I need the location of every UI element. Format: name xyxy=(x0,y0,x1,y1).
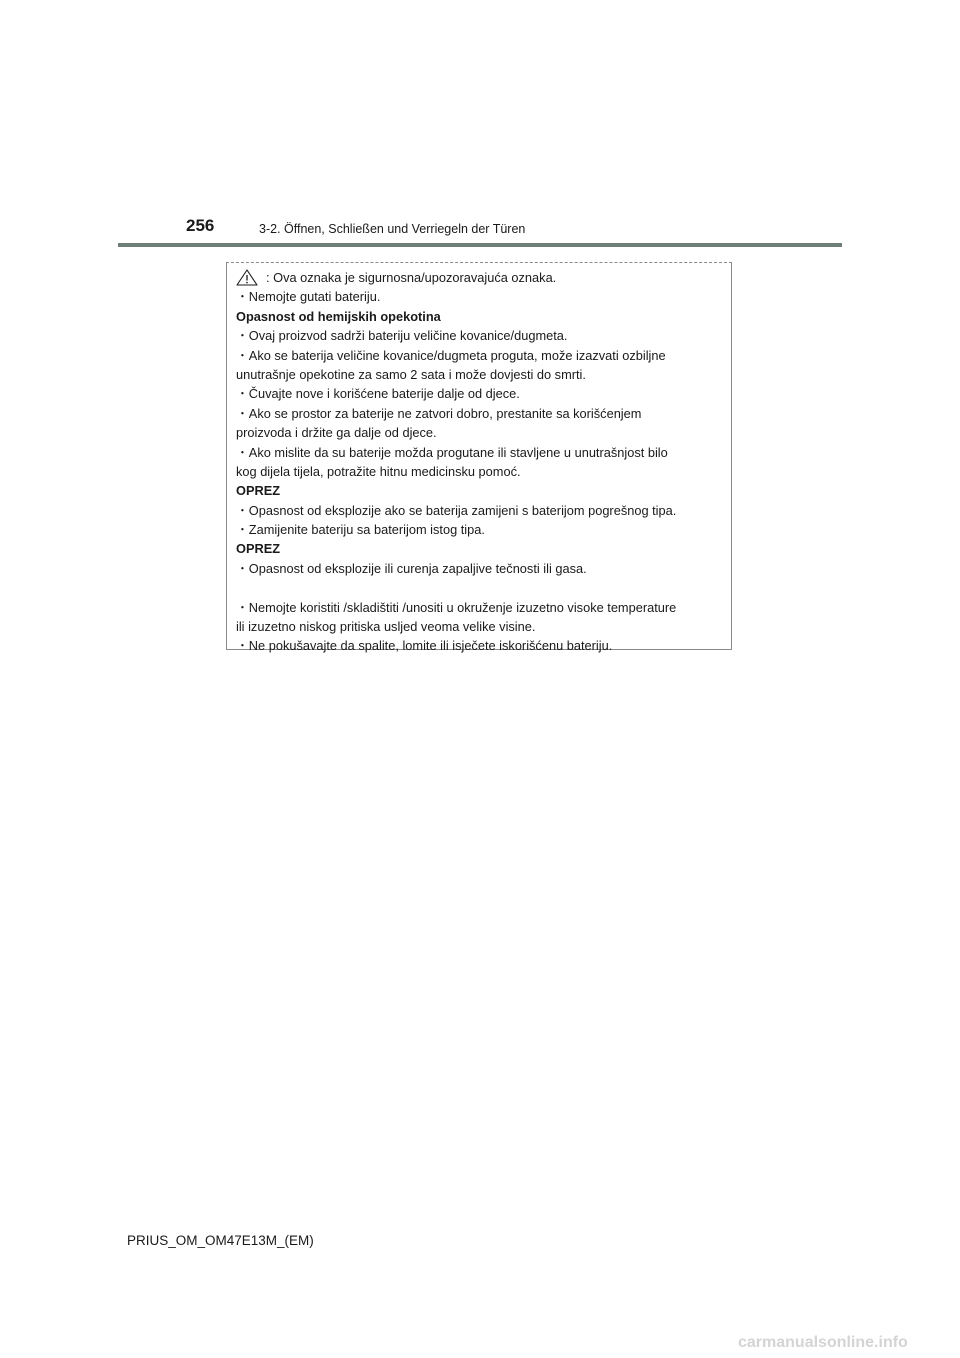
warning-line: ・Zamijenite bateriju sa baterijom istog tipa. xyxy=(236,522,485,538)
warning-box xyxy=(226,262,732,654)
warning-line: ・Nemojte koristiti /skladištiti /unositi u okruženje izuzetno visoke temperature xyxy=(236,599,677,615)
warning-line: ・Opasnost od eksplozije ili curenja zapaljive tečnosti ili gasa. xyxy=(236,560,587,576)
warning-line: kog dijela tijela, potražite hitnu medicinsku pomoć. xyxy=(236,463,521,479)
warning-line: ・Ako se baterija veličine kovanice/dugmeta proguta, može izazvati ozbiljne xyxy=(236,347,666,363)
caution-heading: OPREZ xyxy=(236,541,281,557)
warning-line: proizvoda i držite ga dalje od djece. xyxy=(236,425,437,441)
warning-line xyxy=(236,268,731,287)
document-code: PRIUS_OM_OM47E13M_(EM) xyxy=(127,1233,314,1248)
warning-line: ・Ne pokušavajte da spalite, lomite ili isječete iskorišćenu bateriju. xyxy=(236,638,613,654)
warning-line-text: : Ova oznaka je sigurnosna/upozoravajuća oznaka. xyxy=(266,270,557,285)
warning-line: ・Ako mislite da su baterije možda progutane ili stavljene u unutrašnjost bilo xyxy=(236,444,668,460)
caution-heading: OPREZ xyxy=(236,483,281,499)
page-number: 256 xyxy=(186,216,215,235)
warning-line: ・Ovaj proizvod sadrži bateriju veličine kovanice/dugmeta. xyxy=(236,328,568,344)
warning-line: ・Čuvajte nove i korišćene baterije dalje od djece. xyxy=(236,386,520,402)
warning-line: ・Opasnost od eksplozije ako se baterija zamijeni s baterijom pogrešnog tipa. xyxy=(236,502,677,518)
warning-line: ・Ako se prostor za baterije ne zatvori dobro, prestanite sa korišćenjem xyxy=(236,405,642,421)
warning-line: ili izuzetno niskog pritiska usljed veoma velike visine. xyxy=(236,619,536,635)
section-title: 3-2. Öffnen, Schließen und Verriegeln der Türen xyxy=(259,222,526,236)
header-rule xyxy=(118,243,842,247)
warning-line: ・Nemojte gutati bateriju. xyxy=(236,289,381,305)
warning-heading: Opasnost od hemijskih opekotina xyxy=(236,308,441,324)
warning-line: unutrašnje opekotine za samo 2 sata i može dovjesti do smrti. xyxy=(236,366,586,382)
warning-triangle-icon xyxy=(236,269,258,286)
watermark: carmanualsonline.info xyxy=(738,1334,908,1351)
blank-line xyxy=(236,578,731,597)
